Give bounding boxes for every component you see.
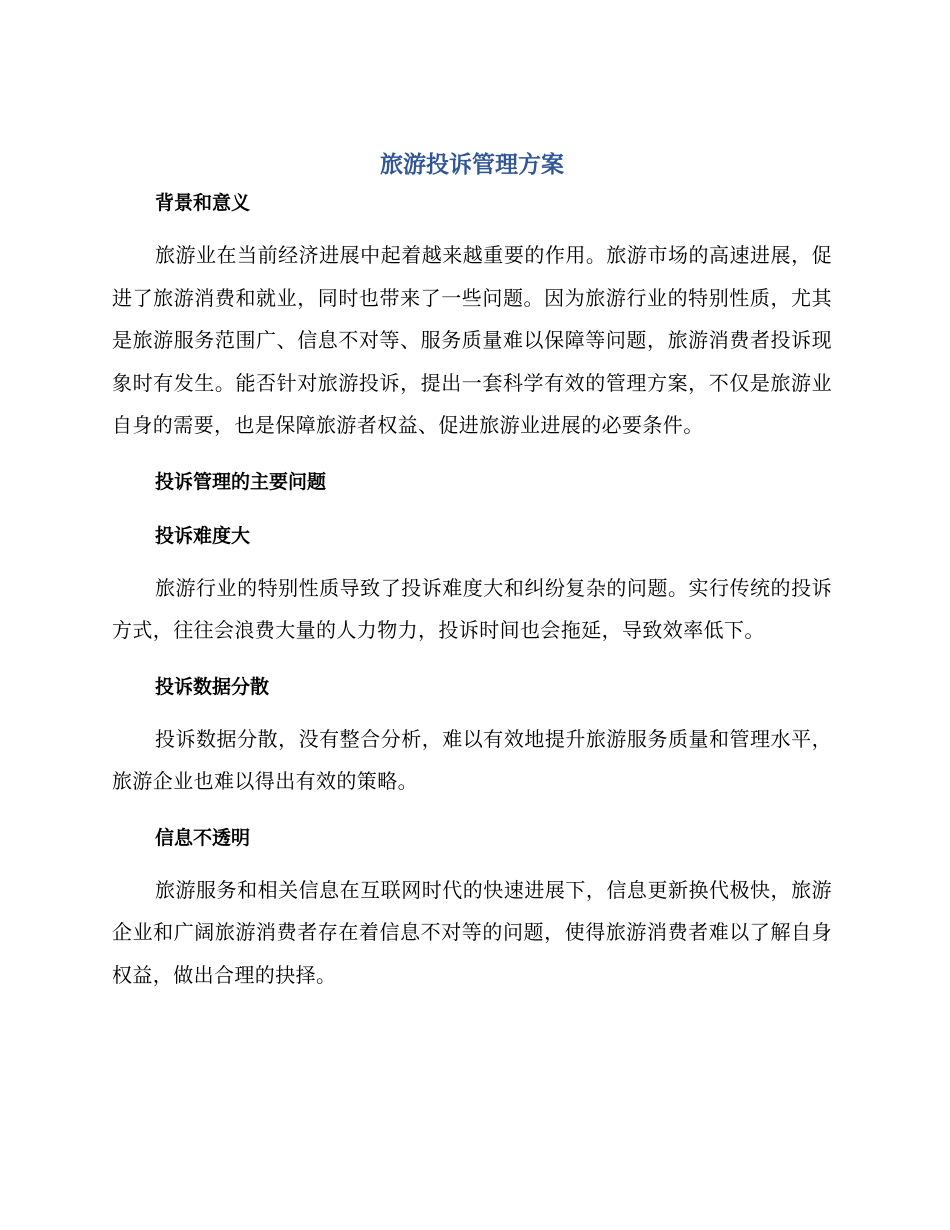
paragraph-scattered-data: 投诉数据分散，没有整合分析，难以有效地提升旅游服务质量和管理水平，旅游企业也难以得出有效的策略。 [112, 726, 832, 793]
paragraph-difficulty: 旅游行业的特别性质导致了投诉难度大和纠纷复杂的问题。实行传统的投诉方式，往往会浪费大量的人力物力，投诉时间也会拖延，导致效率低下。 [112, 575, 832, 642]
paragraph-opacity: 旅游服务和相关信息在互联网时代的快速进展下，信息更新换代极快，旅游企业和广阔旅游消费者存在着信息不对等的问题，使得旅游消费者难以了解自身权益，做出合理的抉择。 [112, 877, 832, 987]
paragraph-background: 旅游业在当前经济进展中起着越来越重要的作用。旅游市场的高速进展，促进了旅游消费和就业，同时也带来了一些问题。因为旅游行业的特别性质，尤其是旅游服务范围广、信息不对等、服务质量难以保障等问题，旅游消费者投诉现象时有发生。能否针对旅游投诉，提出一套科学有效的管理方案，不仅是旅游业自身的需要，也是保障旅游者权益、促进旅游业进展的必要条件。 [112, 243, 832, 437]
section-heading-scattered-data: 投诉数据分散 [155, 675, 270, 698]
section-heading-background: 背景和意义 [155, 192, 251, 214]
section-heading-main-issues: 投诉管理的主要问题 [155, 470, 327, 493]
document-page [112, 146, 832, 996]
document-title: 旅游投诉管理方案 [380, 152, 564, 178]
section-heading-opacity: 信息不透明 [155, 826, 251, 849]
section-heading-difficulty: 投诉难度大 [155, 524, 251, 547]
